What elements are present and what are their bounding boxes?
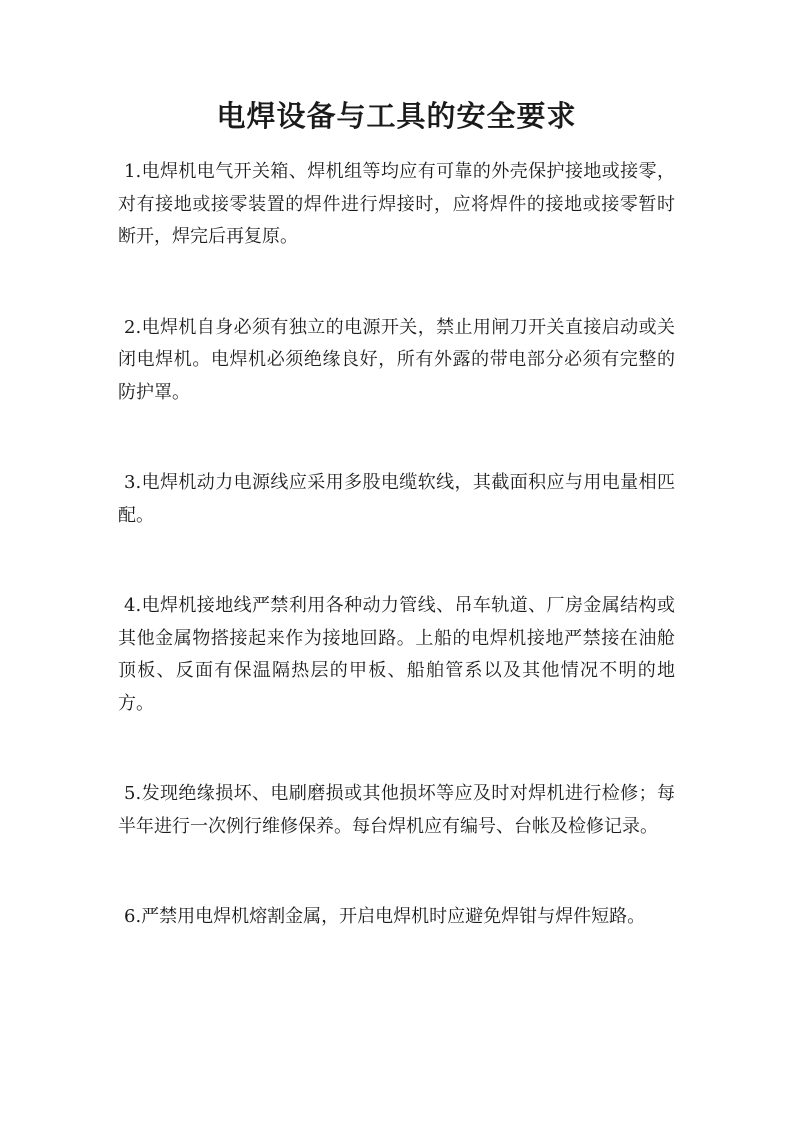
paragraph-5: 5.发现绝缘损坏、电刷磨损或其他损坏等应及时对焊机进行检修；每半年进行一次例行维修保养。每台焊机应有编号、台帐及检修记录。: [118, 783, 675, 837]
paragraph-2: 2.电焊机自身必须有独立的电源开关，禁止用闸刀开关直接启动或关闭电焊机。电焊机必须绝缘良好，所有外露的带电部分必须有完整的防护罩。: [118, 316, 675, 403]
paragraph-3: 3.电焊机动力电源线应采用多股电缆软线，其截面积应与用电量相匹配。: [118, 472, 675, 526]
document-title: 电焊设备与工具的安全要求: [216, 99, 577, 133]
paragraph-6: 6.严禁用电焊机熔割金属，开启电焊机时应避免焊钳与焊件短路。: [124, 906, 646, 927]
paragraph-4: 4.电焊机接地线严禁利用各种动力管线、吊车轨道、厂房金属结构或其他金属物搭接起来作为接地回路。上船的电焊机接地严禁接在油舱顶板、反面有保温隔热层的甲板、船舶管系以及其他情况不明的地方。: [118, 595, 675, 714]
paragraph-1: 1.电焊机电气开关箱、焊机组等均应有可靠的外壳保护接地或接零，对有接地或接零装置的焊件进行焊接时，应将焊件的接地或接零暂时断开，焊完后再复原。: [118, 161, 675, 247]
